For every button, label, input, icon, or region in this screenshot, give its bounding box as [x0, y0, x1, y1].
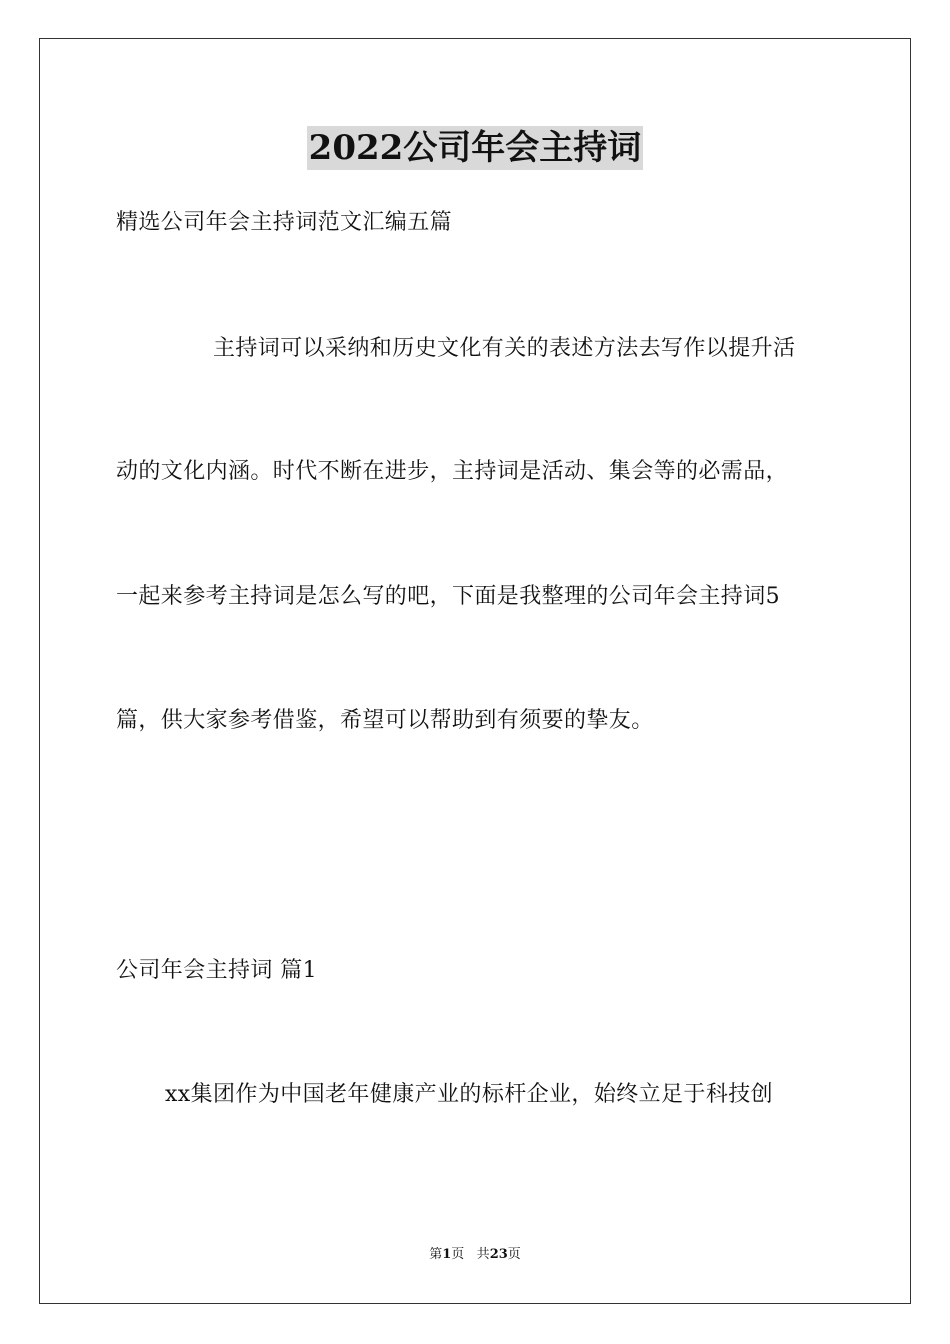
footer-total-prefix: 共	[476, 1247, 490, 1262]
intro-line-1: 主持词可以采纳和历史文化有关的表述方法去写作以提升活	[213, 336, 796, 361]
title-container	[0, 126, 950, 170]
page-footer	[0, 1246, 950, 1264]
footer-page-number: 1	[442, 1247, 452, 1262]
document-title: 2022公司年会主持词	[308, 128, 642, 168]
footer-total-suffix: 页	[507, 1247, 521, 1262]
section-first-line: xx集团作为中国老年健康产业的标杆企业，始终立足于科技创	[165, 1082, 774, 1107]
intro-line-2: 动的文化内涵。时代不断在进步，主持词是活动、集会等的必需品，	[116, 459, 789, 484]
footer-page-prefix: 第	[429, 1247, 443, 1262]
section-heading: 公司年会主持词 篇1	[116, 958, 317, 983]
footer-total-pages: 23	[489, 1247, 508, 1262]
document-subtitle: 精选公司年会主持词范文汇编五篇	[116, 210, 453, 235]
intro-line-3: 一起来参考主持词是怎么写的吧，下面是我整理的公司年会主持词5	[116, 584, 780, 609]
footer-page-suffix: 页	[451, 1247, 465, 1262]
intro-line-4: 篇，供大家参考借鉴，希望可以帮助到有须要的挚友。	[116, 708, 654, 733]
